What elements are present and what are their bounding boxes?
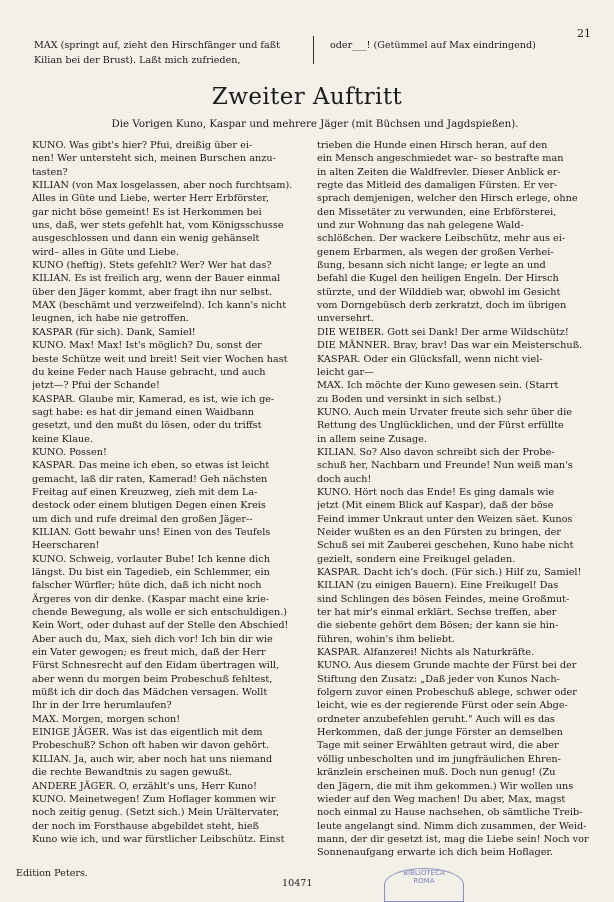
text-line: Tage mit seiner Erwählten getraut wird, die aber — [317, 740, 559, 752]
text-line: ANDERE JÄGER. O, erzählt's uns, Herr Kuno! — [32, 780, 257, 792]
text-line: MAX. Morgen, morgen schon! — [32, 713, 181, 725]
text-line: Stiftung den Zusatz: „Daß jeder von Kunos Nach- — [317, 673, 560, 685]
text-line: unversehrt. — [317, 313, 374, 325]
text-line: KUNO. Possen! — [32, 446, 107, 458]
text-line: gezielt, sondern eine Freikugel geladen. — [317, 553, 516, 565]
header-right-line: oder___! (Getümmel auf Max eindringend) — [330, 40, 536, 51]
text-line: in allem seine Zusage. — [317, 433, 427, 445]
text-line: mann, der dir gesetzt ist, mag die Liebe sein! Noch vor — [317, 833, 589, 845]
text-line: KUNO. Hört noch das Ende! Es ging damals wie — [317, 486, 555, 498]
text-line: Aber auch du, Max, sieh dich vor! Ich bin dir wie — [32, 633, 273, 645]
text-line: müßt ich dir doch das Mädchen versagen. Wollt — [32, 687, 268, 699]
text-line: wird– alles in Güte und Liebe. — [32, 246, 180, 258]
text-line: schuß her, Nachbarn und Freunde! Nun weiß man's — [317, 460, 573, 472]
text-line: Fürst Schnesrecht auf den Eidam übertragen will, — [32, 660, 280, 672]
text-line: Kein Wort, oder duhast auf der Stelle den Abschied! — [32, 620, 289, 632]
text-line: KUNO. Schweig, vorlauter Bube! Ich kenne dich — [32, 553, 270, 565]
header-left — [34, 38, 304, 68]
text-line: leute angelangt sind. Nimm dich zusammen, der Weid- — [317, 820, 587, 832]
text-line: sagt habe: es hat dir jemand einen Waidbann — [32, 406, 254, 418]
publisher-label: Edition Peters. — [16, 868, 88, 879]
text-line: die rechte Bewandtnis zu sagen gewußt. — [32, 767, 232, 779]
text-line: den Missetäter zu verwunden, eine Erbförsterei, — [317, 206, 557, 218]
text-line: leicht gar— — [317, 366, 374, 378]
text-line: jetzt—? Pfui der Schande! — [32, 380, 160, 392]
text-line: trieben die Hunde einen Hirsch heran, auf den — [317, 140, 548, 151]
text-line: KUNO. Was gibt's hier? Pfui, dreißig über ei- — [32, 140, 253, 151]
text-line: ordneter anzubefehlen geruht." Auch will es das — [317, 713, 555, 725]
text-line: leugnen, ich habe nie getroffen. — [32, 313, 189, 325]
stamp-text: BIBLIOTECA — [403, 869, 445, 877]
text-line: noch zeitig genug. (Setzt sich.) Mein Urältervater, — [32, 807, 280, 819]
text-line: gesetzt, und den mußt du lösen, oder du triffst — [32, 420, 262, 432]
text-line: chende Bewegung, als wolle er sich entschuldigen.) — [32, 607, 288, 619]
text-line: keine Klaue. — [32, 433, 93, 445]
text-line: MAX (beschämt und verzweifelnd). Ich kann's nicht — [32, 300, 287, 312]
text-line: ein Vater gewogen; es freut mich, daß der Herr — [32, 647, 266, 659]
text-line: noch einmal zu Hause nachsehen, ob sämtliche Treib- — [317, 807, 583, 819]
text-line: KASPAR (für sich). Dank, Samiel! — [32, 326, 196, 338]
text-line: Ärgeres von dir denke. (Kaspar macht eine krie- — [32, 593, 270, 605]
text-line: kränzlein erscheinen muß. Doch nun genug! (Zu — [317, 767, 556, 779]
text-line: tasten? — [32, 166, 68, 178]
text-line: wieder auf den Weg machen! Du aber, Max, magst — [317, 793, 566, 805]
text-line: DIE WEIBER. Gott sei Dank! Der arme Wildschütz! — [317, 326, 569, 338]
text-line: regte das Mitleid des damaligen Fürsten. Er ver- — [317, 180, 558, 192]
text-line: in alten Zeiten die Waldfrevler. Dieser Anblick er- — [317, 166, 561, 178]
stamp-text: ROMA — [413, 877, 435, 885]
text-line: KASPAR. Das meine ich eben, so etwas ist leicht — [32, 460, 270, 472]
text-line: KUNO. Meinetwegen! Zum Hoflager kommen wir — [32, 793, 276, 805]
text-line: Sonnenaufgang erwarte ich dich beim Hoflager. — [317, 847, 554, 859]
text-line: KILIAN. Ja, auch wir, aber noch hat uns niemand — [32, 753, 273, 765]
left-column — [32, 139, 300, 846]
text-line: KILIAN. Es ist freilich arg, wenn der Bauer einmal — [32, 273, 281, 285]
text-line: den Jägern, die mit ihm gekommen.) Wir wollen uns — [317, 780, 574, 792]
text-line: führen, wohin's ihm beliebt. — [317, 633, 455, 645]
text-line: du keine Feder nach Hause gebracht, und auch — [32, 366, 266, 378]
header-left-line: Kilian bei der Brust). Laßt mich zufrieden, — [34, 55, 241, 66]
text-line: KUNO. Max! Max! Ist's möglich? Du, sonst der — [32, 340, 262, 352]
text-line: destock oder einem blutigen Degen einen Kreis — [32, 500, 266, 512]
text-line: sind Schlingen des bösen Feindes, meine Großmut- — [317, 593, 570, 605]
text-line: KASPAR. Alfanzerei! Nichts als Naturkräfte. — [317, 647, 535, 659]
text-line: falscher Würfler; hüte dich, daß ich nicht noch — [32, 580, 262, 592]
text-line: Neider wußten es an den Fürsten zu bringen, der — [317, 526, 562, 538]
text-line: aber wenn du morgen beim Probeschuß fehltest, — [32, 673, 273, 685]
text-line: genem Erbarmen, als wegen der großen Verhei- — [317, 246, 554, 258]
text-line: ter hat mir's einmal erklärt. Sechse treffen, aber — [317, 607, 557, 619]
text-line: KILIAN. Gott bewahr uns! Einen von des Teufels — [32, 526, 271, 538]
text-line: sprach demjenigen, welcher den Hirsch erlege, ohne — [317, 193, 578, 205]
text-line: MAX. Ich möchte der Kuno gewesen sein. (Starrt — [317, 380, 559, 392]
text-line: KUNO (heftig). Stets gefehlt? Wer? Wer hat das? — [32, 260, 272, 272]
text-line: folgern zuvor einen Probeschuß ablege, schwer oder — [317, 687, 577, 699]
text-line: DIE MÄNNER. Brav, brav! Das war ein Meisterschuß. — [317, 340, 583, 352]
text-line: jetzt (Mit einem Blick auf Kaspar), daß der böse — [317, 500, 554, 512]
header-right — [330, 38, 570, 53]
cast-line: Die Vorigen Kuno, Kaspar und mehrere Jäger (mit Büchsen und Jagdspießen). — [111, 118, 519, 130]
text-line: KASPAR. Oder ein Glücksfall, wenn nicht viel- — [317, 353, 543, 365]
text-line: Ihr in der Irre herumlaufen? — [32, 700, 172, 712]
text-line: befahl die Kugel den heiligen Engeln. Der Hirsch — [317, 273, 559, 285]
text-line: und zur Wohnung das nah gelegene Wald- — [317, 220, 524, 232]
text-line: schlößchen. Der wackere Leibschütz, mehr aus ei- — [317, 233, 566, 245]
text-line: uns, daß, wer stets gefehlt hat, vom Königsschusse — [32, 220, 284, 232]
text-line: Probeschuß? Schon oft haben wir davon gehört. — [32, 740, 269, 752]
text-line: KILIAN. So? Also davon schreibt sich der Probe- — [317, 446, 555, 458]
text-line: ßung, besann sich nicht lange; er legte an und — [317, 260, 546, 272]
text-line: ausgeschlossen und dann ein wenig gehänselt — [32, 233, 260, 245]
text-line: gar nicht böse gemeint! Es ist Herkommen bei — [32, 206, 262, 218]
text-line: über den Jäger kommt, aber fragt ihn nur selbst. — [32, 286, 272, 298]
text-line: KUNO. Auch mein Urvater freute sich sehr über die — [317, 406, 573, 418]
text-line: zu Boden und versinkt in sich selbst.) — [317, 393, 502, 405]
text-line: Kuno wie ich, und war fürstlicher Leibschütz. Einst — [32, 833, 285, 845]
text-line: KILIAN (von Max losgelassen, aber noch furchtsam). — [32, 180, 293, 192]
text-line: längst. Du bist ein Tagedieb, ein Schlemmer, ein — [32, 567, 270, 578]
text-line: stürzte, und der Wilddieb war, obwohl im Gesicht — [317, 286, 561, 298]
text-line: leicht, wie es der regierende Fürst oder sein Abge- — [317, 700, 568, 712]
scene-title: Zweiter Auftritt — [211, 84, 403, 110]
plate-number: 10471 — [282, 878, 313, 889]
text-line: gemacht, laß dir raten, Kamerad! Geh nächsten — [32, 473, 268, 485]
text-line: Freitag auf einen Kreuzweg, zieh mit dem La- — [32, 486, 258, 498]
text-line: Herkommen, daß der junge Förster an demselben — [317, 727, 563, 739]
text-line: nen! Wer untersteht sich, meinen Burschen anzu- — [32, 153, 276, 165]
text-line: Alles in Güte und Liebe, werter Herr Erbförster, — [32, 193, 269, 205]
text-line: doch auch! — [317, 473, 372, 485]
text-line: KASPAR. Dacht ich's doch. (Für sich.) Hilf zu, Samiel! — [317, 567, 582, 578]
page-number: 21 — [577, 27, 591, 40]
text-line: KUNO. Aus diesem Grunde machte der Fürst bei der — [317, 660, 577, 672]
text-line: völlig unbescholten und im jungfräulichen Ehren- — [317, 753, 561, 765]
header-left-line: MAX (springt auf, zieht den Hirschfänger und faßt — [34, 40, 280, 51]
text-line: Rettung des Unglücklichen, und der Fürst erfüllte — [317, 420, 564, 432]
text-line: KILIAN (zu einigen Bauern). Eine Freikugel! Das — [317, 580, 559, 592]
system-bar-divider — [313, 36, 314, 64]
text-line: Schuß sei mit Zauberei geschehen, Kuno habe nicht — [317, 540, 574, 552]
text-line: um dich und rufe dreimal den großen Jäger-- — [32, 513, 253, 525]
text-line: ein Mensch angeschmiedet war– so bestrafte man — [317, 153, 564, 165]
right-column — [317, 139, 589, 860]
text-line: die siebente gehört dem Bösen; der kann sie hin- — [317, 620, 559, 632]
text-line: vom Dorngebüsch derb zerkratzt, doch im übrigen — [317, 300, 567, 312]
text-line: Feind immer Unkraut unter den Weizen säet. Kunos — [317, 513, 573, 525]
text-line: beste Schütze weit und breit! Seit vier Wochen hast — [32, 353, 288, 365]
text-line: KASPAR. Glaube mir, Kamerad, es ist, wie ich ge- — [32, 393, 275, 405]
text-line: der noch im Forsthause abgebildet steht, hieß — [32, 820, 260, 832]
text-line: EINIGE JÄGER. Was ist das eigentlich mit dem — [32, 727, 263, 739]
text-line: Heerscharen! — [32, 540, 100, 552]
library-stamp — [384, 868, 464, 902]
